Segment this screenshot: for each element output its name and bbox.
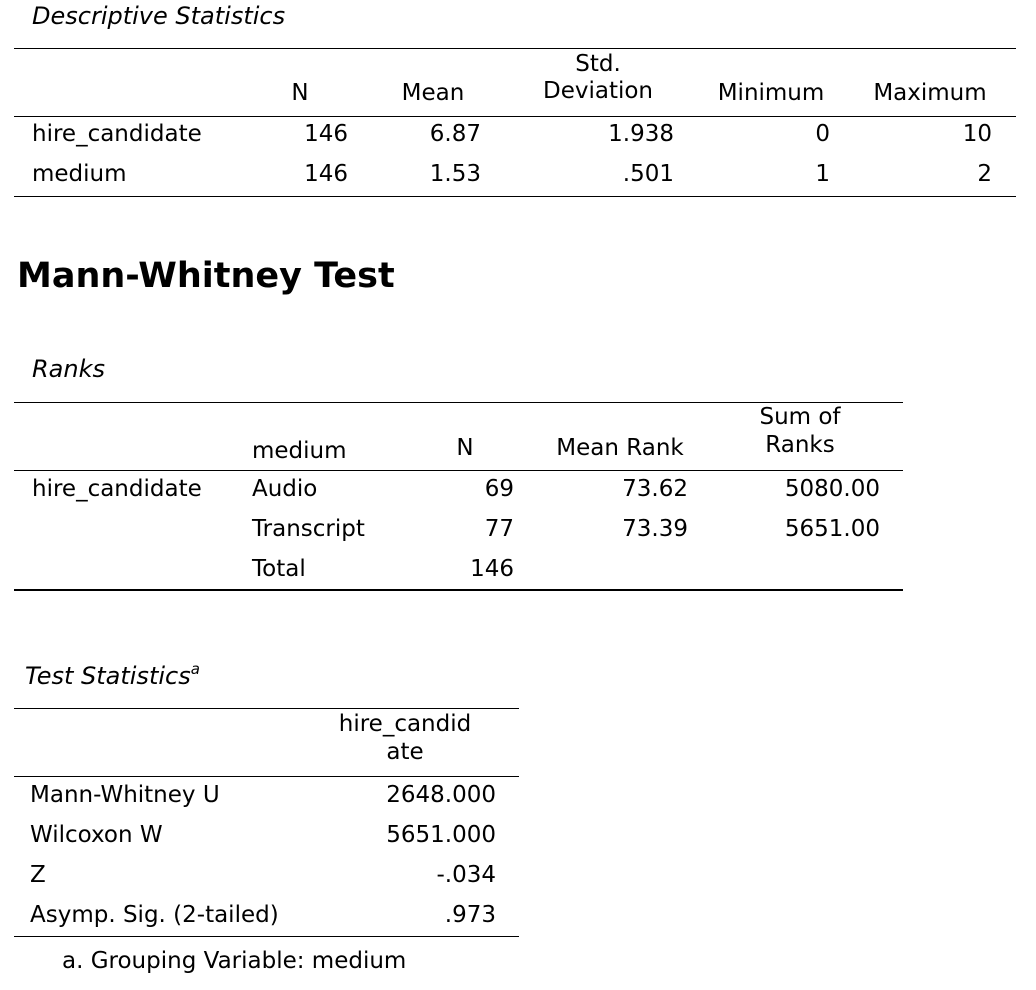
title-text: Test Statistics xyxy=(25,662,191,690)
cell-n: 146 xyxy=(470,556,514,582)
test-statistics-title xyxy=(25,660,200,690)
cell-max: 10 xyxy=(962,121,992,147)
cell-sum-ranks: 5080.00 xyxy=(784,476,880,502)
table-top-border xyxy=(14,402,903,403)
cell-n: 69 xyxy=(484,476,514,502)
row-label: Z xyxy=(30,862,46,888)
row-variable-label: hire_candidate xyxy=(32,476,202,502)
header-line1: hire_candid xyxy=(338,711,472,737)
header-line2: ate xyxy=(386,739,424,765)
cell-n: 77 xyxy=(484,516,514,542)
cell-group: Audio xyxy=(252,476,318,502)
row-label: hire_candidate xyxy=(32,121,202,147)
header-minimum: Minimum xyxy=(717,80,825,106)
cell-value: .973 xyxy=(444,902,496,928)
row-label: Asymp. Sig. (2-tailed) xyxy=(30,902,279,928)
cell-value: 2648.000 xyxy=(386,782,496,808)
footnote: a. Grouping Variable: medium xyxy=(62,948,407,974)
table-bottom-border xyxy=(14,589,903,591)
row-label: Wilcoxon W xyxy=(30,822,163,848)
header-mean: Mean xyxy=(401,80,465,106)
cell-std: .501 xyxy=(622,161,674,187)
header-divider xyxy=(14,470,903,471)
header-divider xyxy=(14,116,1016,117)
cell-std: 1.938 xyxy=(608,121,674,147)
header-mean-rank: Mean Rank xyxy=(556,435,684,461)
header-n: N xyxy=(456,435,474,461)
table-bottom-border xyxy=(14,196,1016,197)
cell-sum-ranks: 5651.00 xyxy=(784,516,880,542)
header-sum-line2: Ranks xyxy=(765,432,835,458)
cell-value: -.034 xyxy=(436,862,496,888)
cell-n: 146 xyxy=(304,121,348,147)
footnote-marker: a xyxy=(190,660,200,678)
row-label: medium xyxy=(32,161,127,187)
cell-group: Transcript xyxy=(252,516,365,542)
header-std-line2: Deviation xyxy=(542,78,653,104)
ranks-title: Ranks xyxy=(32,355,105,383)
cell-value: 5651.000 xyxy=(386,822,496,848)
cell-min: 0 xyxy=(815,121,830,147)
table-top-border xyxy=(14,708,519,709)
header-sum-line1: Sum of xyxy=(759,404,841,430)
section-heading: Mann-Whitney Test xyxy=(17,256,395,296)
cell-mean-rank: 73.39 xyxy=(622,516,688,542)
header-divider xyxy=(14,776,519,777)
header-medium: medium xyxy=(252,438,347,464)
cell-mean: 1.53 xyxy=(429,161,481,187)
cell-max: 2 xyxy=(977,161,992,187)
header-maximum: Maximum xyxy=(873,80,987,106)
descriptive-statistics-title: Descriptive Statistics xyxy=(32,2,286,30)
row-label: Mann-Whitney U xyxy=(30,782,220,808)
cell-min: 1 xyxy=(815,161,830,187)
cell-mean: 6.87 xyxy=(429,121,481,147)
header-std-line1: Std. xyxy=(575,51,621,77)
table-top-border xyxy=(14,48,1016,49)
header-n: N xyxy=(291,80,309,106)
cell-mean-rank: 73.62 xyxy=(622,476,688,502)
table-bottom-border xyxy=(14,936,519,937)
cell-n: 146 xyxy=(304,161,348,187)
cell-group: Total xyxy=(252,556,306,582)
